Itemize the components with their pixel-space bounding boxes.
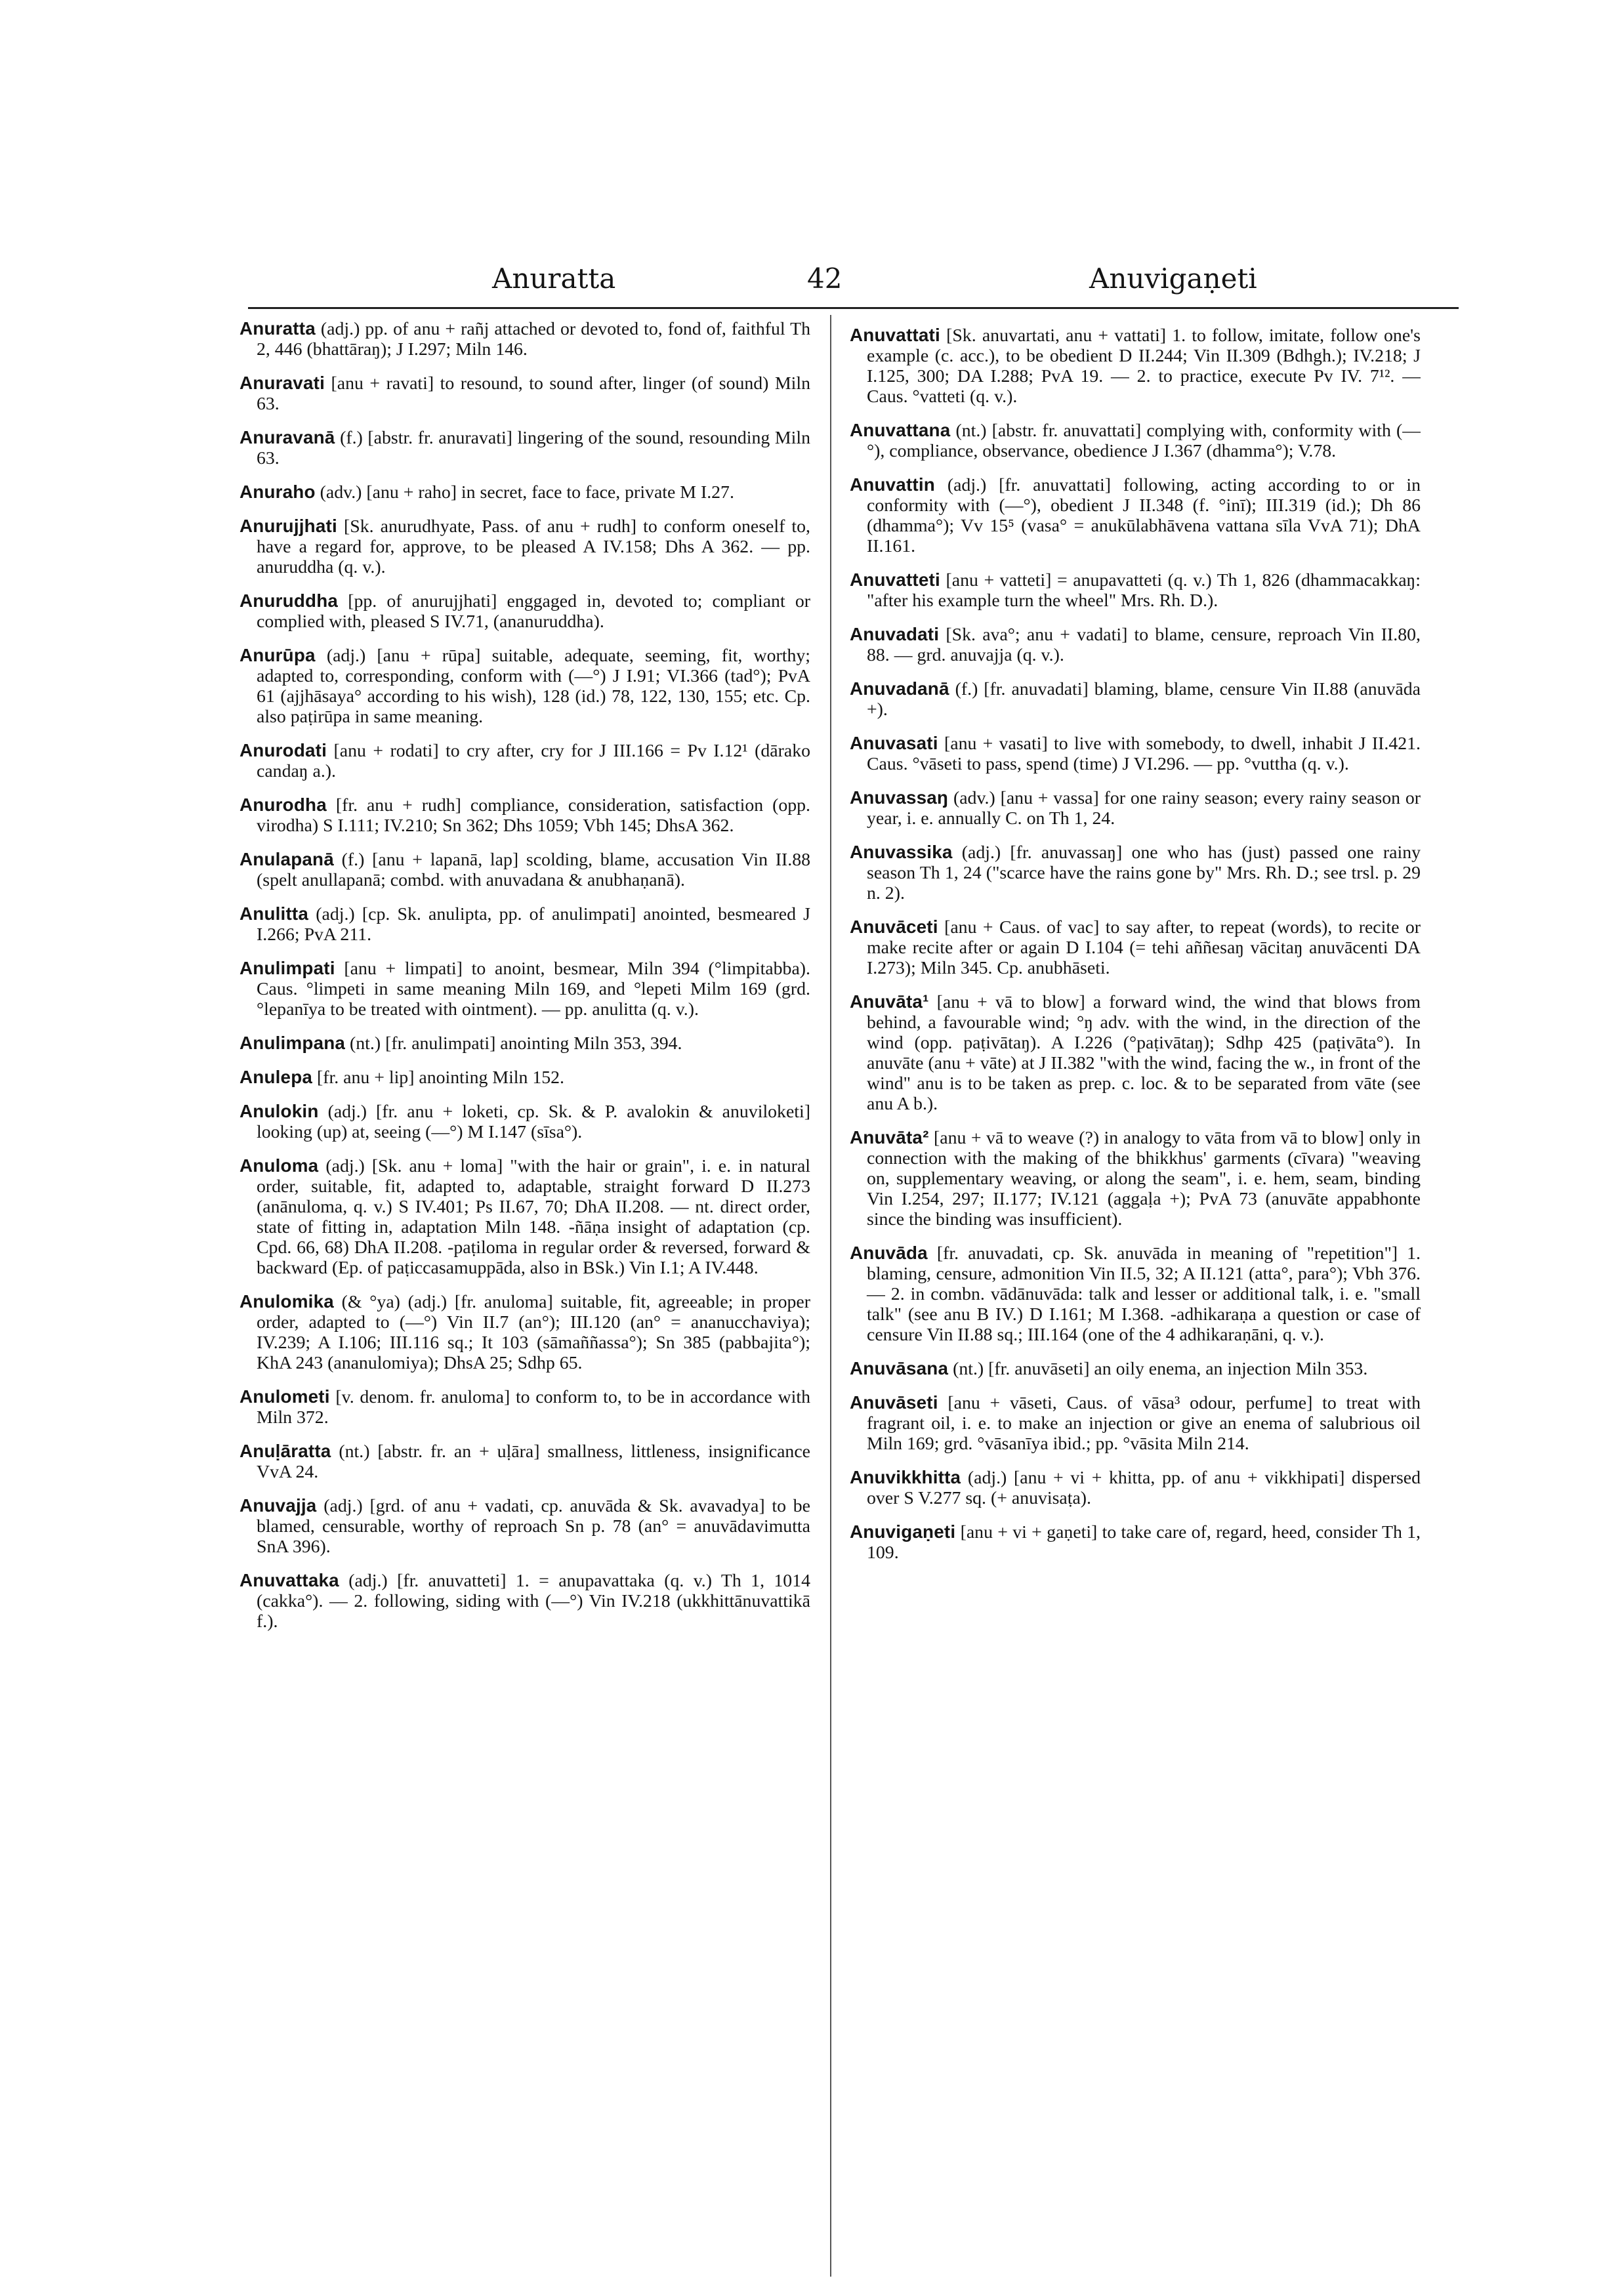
dictionary-entry xyxy=(850,420,1421,461)
entry-headword: Anuvattati xyxy=(850,325,940,345)
entry-headword: Anulepa xyxy=(239,1067,313,1087)
entry-definition: [anu + vi + gaṇeti] to take care of, regard, heed, consider Th 1, 109. xyxy=(867,1522,1421,1563)
dictionary-entry xyxy=(239,958,810,1020)
column-divider xyxy=(830,315,831,2277)
entry-headword: Anuraho xyxy=(239,482,316,502)
entry-definition: (adv.) [anu + vassa] for one rainy season; every rainy season or year, i. e. annually C. on Th 1, 24. xyxy=(867,788,1421,829)
dictionary-entry xyxy=(850,787,1421,829)
entry-definition: (nt.) [fr. anulimpati] anointing Miln 353, 394. xyxy=(350,1033,682,1054)
entry-headword: Anulimpana xyxy=(239,1033,346,1053)
entry-definition: (adj.) [fr. anuvassaŋ] one who has (just) passed one rainy season Th 1, 24 ("scarce have the rains gone by" Mrs. Rh. D.; see trsl. p. 29 n. 2). xyxy=(867,842,1421,903)
entry-definition: (adj.) [anu + rūpa] suitable, adequate, seeming, fit, worthy; adapted to, corresponding, conform with (—°) J I.91; VI.366 (tad°); PvA 61 (ajjhāsaya° according to his wish), 128 (id.) 78, 122, 130, 155; etc. Cp. also paṭirūpa in same meaning. xyxy=(257,646,810,727)
entry-definition: [anu + vā to blow] a forward wind, the wind that blows from behind, a favourable wind; °ŋ adv. with the wind, in the direction of the wind (opp. paṭivātaŋ). A I.226 (°paṭivātaŋ); Sdhp 425 (paṭivāta°). In anuvāte (anu + vāte) at J II.382 "with the wind, facing the w., in front of the wind" anu is to be taken as prep. c. loc. & to be separated from vāte (see anu A b.). xyxy=(867,992,1421,1114)
header-rule xyxy=(248,307,1459,309)
dictionary-entry xyxy=(239,795,810,836)
entry-headword: Anuvāceti xyxy=(850,917,938,937)
dictionary-entry xyxy=(239,1033,810,1054)
entry-definition: (adv.) [anu + raho] in secret, face to face, private M I.27. xyxy=(320,482,734,503)
entry-definition: (adj.) [fr. anu + loketi, cp. Sk. & P. avalokin & anuviloketi] looking (up) at, seeing (—°) M I.147 (sīsa°). xyxy=(257,1102,810,1142)
entry-headword: Anuvāsana xyxy=(850,1358,949,1378)
dictionary-entry xyxy=(850,917,1421,978)
header-first-headword: Anuratta xyxy=(492,262,616,295)
right-column xyxy=(850,325,1421,2260)
page-header xyxy=(243,262,1463,308)
entry-headword: Anulokin xyxy=(239,1101,319,1121)
dictionary-entry xyxy=(239,1386,810,1428)
dictionary-entry xyxy=(850,1392,1421,1454)
dictionary-entry xyxy=(850,569,1421,611)
entry-headword: Anuvāta² xyxy=(850,1127,929,1148)
dictionary-entry xyxy=(239,1570,810,1632)
dictionary-entry xyxy=(239,1291,810,1373)
entry-headword: Anuvāseti xyxy=(850,1392,938,1413)
entry-headword: Anurūpa xyxy=(239,645,316,665)
entry-definition: (nt.) [abstr. fr. an + uḷāra] smallness, littleness, insignificance VvA 24. xyxy=(257,1441,810,1482)
entry-definition: [fr. anu + rudh] compliance, consideration, satisfaction (opp. virodha) S I.111; IV.210; Sn 362; Dhs 1059; Vbh 145; DhsA 362. xyxy=(257,795,810,836)
dictionary-entry xyxy=(850,1467,1421,1508)
dictionary-entry xyxy=(239,427,810,468)
entry-definition: (nt.) [fr. anuvāseti] an oily enema, an injection Miln 353. xyxy=(953,1359,1368,1379)
entry-headword: Anuvassaŋ xyxy=(850,787,949,808)
entry-headword: Anulometi xyxy=(239,1386,330,1407)
entry-definition: [anu + vatteti] = anupavatteti (q. v.) Th 1, 826 (dhammacakkaŋ: "after his example turn the wheel" Mrs. Rh. D.). xyxy=(867,570,1421,611)
entry-definition: (f.) [abstr. fr. anuravati] lingering of the sound, resounding Miln 63. xyxy=(257,428,810,468)
entry-headword: Anuratta xyxy=(239,318,316,339)
entry-headword: Anuvasati xyxy=(850,733,938,753)
entry-headword: Anuvajja xyxy=(239,1495,317,1516)
entry-definition: [anu + ravati] to resound, to sound after, linger (of sound) Miln 63. xyxy=(257,373,810,414)
entry-headword: Anulapanā xyxy=(239,849,334,869)
dictionary-entry xyxy=(239,482,810,503)
dictionary-entry xyxy=(850,624,1421,665)
dictionary-entry xyxy=(850,325,1421,407)
entry-headword: Anulomika xyxy=(239,1291,334,1312)
left-column xyxy=(239,318,810,2254)
dictionary-entry xyxy=(239,590,810,632)
entry-definition: [Sk. ava°; anu + vadati] to blame, censure, reproach Vin II.80, 88. — grd. anuvajja (q. v.). xyxy=(867,625,1421,665)
entry-definition: [Sk. anurudhyate, Pass. of anu + rudh] to conform oneself to, have a regard for, approve, to be pleased A IV.158; Dhs A 362. — pp. anuruddha (q. v.). xyxy=(257,516,810,577)
entry-headword: Anuravanā xyxy=(239,427,335,447)
entry-headword: Anuvattana xyxy=(850,420,951,440)
dictionary-entry xyxy=(239,516,810,577)
entry-definition: (f.) [anu + lapanā, lap] scolding, blame, accusation Vin II.88 (spelt anullapanā; combd. with anuvadana & anubhaṇanā). xyxy=(257,850,810,890)
entry-headword: Anuvatteti xyxy=(850,569,940,590)
dictionary-entry xyxy=(239,1101,810,1142)
page-number: 42 xyxy=(807,262,843,295)
entry-definition: [fr. anuvadati, cp. Sk. anuvāda in meaning of "repetition"] 1. blaming, censure, admonition Vin II.5, 32; A II.121 (atta°, para°); Vbh 376. — 2. in combn. vādānuvāda: talk and lesser or additional talk, i. e. "small talk" (see anu B IV.) D I.161; M I.368. -adhikaraṇa a question or case of censure Vin II.88 sq.; III.164 (one of the 4 adhikaraṇāni, q. v.). xyxy=(867,1243,1421,1345)
dictionary-entry xyxy=(850,991,1421,1114)
entry-definition: (adj.) [grd. of anu + vadati, cp. anuvāda & Sk. avavadya] to be blamed, censurable, worthy of reproach Sn p. 78 (an° = anuvādavimutta SnA 396). xyxy=(257,1496,810,1557)
entry-definition: (adj.) [cp. Sk. anulipta, pp. of anulimpati] anointed, besmeared J I.266; PvA 211. xyxy=(257,904,810,945)
entry-headword: Anurodha xyxy=(239,795,327,815)
header-last-headword: Anuvigaṇeti xyxy=(1089,262,1257,295)
entry-headword: Anuvāta¹ xyxy=(850,991,929,1012)
dictionary-entry xyxy=(850,1521,1421,1563)
entry-definition: [anu + limpati] to anoint, besmear, Miln 394 (°limpitabba). Caus. °limpeti in same meaning Miln 169, and °lepeti Milm 169 (grd. °lepanīya to be treated with ointment). — pp. anulitta (q. v.). xyxy=(257,959,810,1020)
entry-headword: Anuvadati xyxy=(850,624,940,644)
dictionary-entry xyxy=(850,1127,1421,1230)
dictionary-entry xyxy=(239,1067,810,1088)
entry-definition: (f.) [fr. anuvadati] blaming, blame, censure Vin II.88 (anuvāda +). xyxy=(867,679,1421,720)
entry-headword: Anuvattin xyxy=(850,474,935,495)
dictionary-entry xyxy=(239,1155,810,1278)
entry-headword: Anuvigaṇeti xyxy=(850,1521,956,1542)
entry-definition: [anu + rodati] to cry after, cry for J III.166 = Pv I.12¹ (dārako candaŋ a.). xyxy=(257,741,810,781)
entry-headword: Anulitta xyxy=(239,903,309,924)
dictionary-entry xyxy=(239,740,810,781)
entry-headword: Anuvikkhitta xyxy=(850,1467,961,1487)
entry-definition: [anu + vāseti, Caus. of vāsa³ odour, perfume] to treat with fragrant oil, i. e. to make an injection or give an enema of salubrious oil Miln 169; grd. °vāsanīya ibid.; pp. °vāsita Miln 214. xyxy=(867,1393,1421,1454)
entry-definition: (& °ya) (adj.) [fr. anuloma] suitable, fit, agreeable; in proper order, adapted to (—°) Vin II.7 (an°); III.120 (an° = ananucchaviya); IV.239; A I.106; III.116 sq.; It 103 (sāmaññassa°); Sn 385 (pabbajita°); KhA 243 (ananulomiya); DhsA 25; Sdhp 65. xyxy=(257,1292,810,1373)
dictionary-entry xyxy=(239,1495,810,1557)
dictionary-entry xyxy=(239,1441,810,1482)
entry-definition: (adj.) [Sk. anu + loma] "with the hair or grain", i. e. in natural order, suitable, fit, adapted to, adaptable, straight forward D II.273 (anānuloma, q. v.) S IV.401; Ps II.67, 70; DhA II.208. — nt. direct order, state of fitting in, adaptation Miln 148. -ñāṇa insight of adaptation (cp. Cpd. 66, 68) DhA II.208. -paṭiloma in regular order & reversed, forward & backward (Ep. of paṭiccasamuppāda, also in BSk.) Vin I.1; A IV.448. xyxy=(257,1156,810,1278)
dictionary-entry xyxy=(850,842,1421,903)
entry-headword: Anuḷāratta xyxy=(239,1441,331,1461)
entry-headword: Anuvattaka xyxy=(239,1570,339,1590)
dictionary-entry xyxy=(239,318,810,360)
entry-definition: [fr. anu + lip] anointing Miln 152. xyxy=(317,1067,565,1088)
entry-headword: Anulimpati xyxy=(239,958,335,978)
entry-definition: (adj.) [fr. anuvatteti] 1. = anupavattaka (q. v.) Th 1, 1014 (cakka°). — 2. following, siding with (—°) Vin IV.218 (ukkhittānuvattikā f.). xyxy=(257,1571,810,1632)
entry-definition: (adj.) [fr. anuvattati] following, acting according to or in conformity with (—°), obedient J II.348 (f. °inī); III.319 (id.); Dh 86 (dhamma°); Vv 15⁵ (vasa° = anukūlabhāvena vattana sīla VvA 71); DhA II.161. xyxy=(867,475,1421,556)
entry-definition: (nt.) [abstr. fr. anuvattati] complying with, conformity with (—°), compliance, observance, obedience J I.367 (dhamma°); V.78. xyxy=(867,421,1421,461)
entry-headword: Anuvadanā xyxy=(850,678,949,699)
dictionary-entry xyxy=(239,903,810,945)
entry-definition: (adj.) [anu + vi + khitta, pp. of anu + vikkhipati] dispersed over S V.277 sq. (+ anuvisaṭa). xyxy=(867,1468,1421,1508)
dictionary-entry xyxy=(850,1243,1421,1345)
entry-headword: Anuravati xyxy=(239,373,325,393)
dictionary-entry xyxy=(850,733,1421,774)
entry-headword: Anuloma xyxy=(239,1155,319,1176)
entry-definition: [v. denom. fr. anuloma] to conform to, to be in accordance with Miln 372. xyxy=(257,1387,810,1428)
entry-definition: [pp. of anurujjhati] enggaged in, devoted to; compliant or complied with, pleased S IV.71, (ananuruddha). xyxy=(257,591,810,632)
entry-headword: Anurodati xyxy=(239,740,327,760)
entry-headword: Anuvassika xyxy=(850,842,953,862)
dictionary-entry xyxy=(239,849,810,890)
dictionary-entry xyxy=(850,678,1421,720)
dictionary-entry xyxy=(850,1358,1421,1379)
entry-definition: [anu + Caus. of vac] to say after, to repeat (words), to recite or make recite after or again D I.104 (= tehi aññesaŋ vācitaŋ anuvācenti DA I.273); Miln 345. Cp. anubhāseti. xyxy=(867,917,1421,978)
dictionary-entry xyxy=(850,474,1421,556)
entry-definition: (adj.) pp. of anu + rañj attached or devoted to, fond of, faithful Th 2, 446 (bhattāraŋ); J I.297; Miln 146. xyxy=(257,319,810,360)
entry-headword: Anurujjhati xyxy=(239,516,337,536)
entry-definition: [Sk. anuvartati, anu + vattati] 1. to follow, imitate, follow one's example (c. acc.), to be obedient D II.244; Vin II.309 (Bdhgh.); IV.218; J I.125, 300; DA I.288; PvA 19. — 2. to practice, execute Pv IV. 7¹². — Caus. °vatteti (q. v.). xyxy=(867,325,1421,407)
dictionary-entry xyxy=(239,645,810,727)
entry-headword: Anuruddha xyxy=(239,590,339,611)
entry-definition: [anu + vā to weave (?) in analogy to vāta from vā to blow] only in connection with the making of the bhikkhus' garments (cīvara) "weaving on, supplementary weaving, or along the seam", i. e. hem, seam, binding Vin I.254, 297; II.177; IV.121 (aggaḷa +); PvA 73 (anuvāte appabhonte since the binding was insufficient). xyxy=(867,1128,1421,1230)
dictionary-entry xyxy=(239,373,810,414)
entry-headword: Anuvāda xyxy=(850,1243,928,1263)
entry-definition: [anu + vasati] to live with somebody, to dwell, inhabit J II.421. Caus. °vāseti to pass, spend (time) J VI.296. — pp. °vuttha (q. v.). xyxy=(867,734,1421,774)
